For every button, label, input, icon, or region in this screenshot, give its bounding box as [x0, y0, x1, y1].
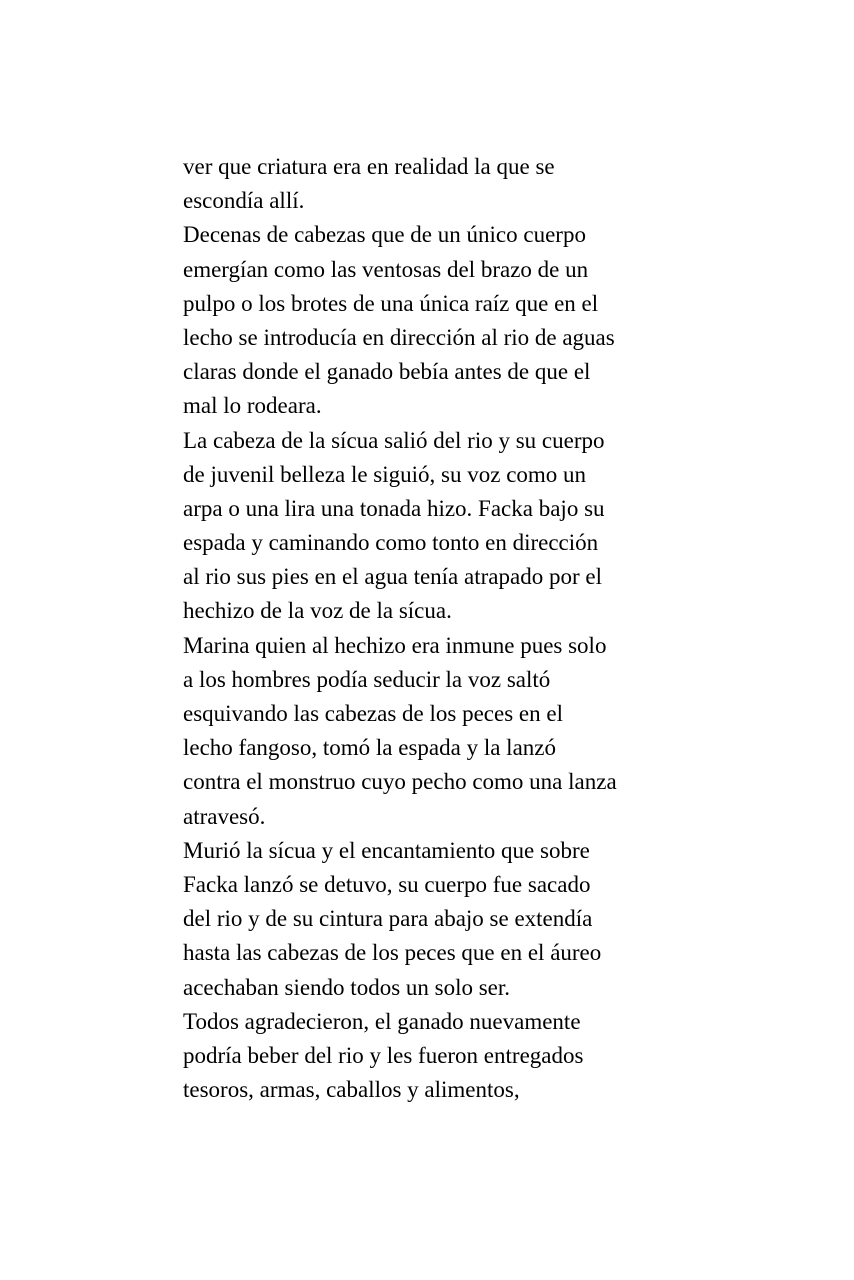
- text-line: pulpo o los brotes de una única raíz que en el: [183, 290, 599, 316]
- text-line: ver que criatura era en realidad la que se: [183, 154, 555, 179]
- text-line: del rio y de su cintura para abajo se extendía: [183, 906, 593, 932]
- text-line: emergían como las ventosas del brazo de un: [183, 256, 589, 282]
- text-line: claras donde el ganado bebía antes de que el: [183, 359, 591, 385]
- text-line: lecho fangoso, tomó la espada y la lanzó: [183, 735, 556, 761]
- text-line: lecho se introducía en dirección al rio de aguas: [183, 324, 615, 350]
- body-text: [183, 150, 683, 1107]
- text-line: esquivando las cabezas de los peces en el: [183, 701, 563, 726]
- text-line: Todos agradecieron, el ganado nuevamente: [183, 1008, 581, 1034]
- text-line: escondía allí.: [183, 188, 305, 214]
- text-line: mal lo rodeara.: [183, 393, 322, 419]
- text-line: Decenas de cabezas que de un único cuerpo: [183, 222, 586, 248]
- text-line: espada y caminando como tonto en dirección: [183, 530, 599, 556]
- text-line: Marina quien al hechizo era inmune pues solo: [183, 632, 607, 658]
- text-line: a los hombres podía seducir la voz saltó: [183, 666, 551, 692]
- text-line: Murió la sícua y el encantamiento que sobre: [183, 837, 590, 863]
- text-line: de juvenil belleza le siguió, su voz como un: [183, 461, 587, 487]
- text-line: hechizo de la voz de la sícua.: [183, 598, 452, 624]
- text-line: tesoros, armas, caballos y alimentos,: [183, 1077, 520, 1103]
- text-line: acechaban siendo todos un solo ser.: [183, 974, 511, 1000]
- text-line: La cabeza de la sícua salió del rio y su cuerpo: [183, 427, 605, 453]
- text-line: podría beber del rio y les fueron entregados: [183, 1042, 584, 1068]
- text-line: arpa o una lira una tonada hizo. Facka bajo su: [183, 495, 605, 521]
- text-line: hasta las cabezas de los peces que en el áureo: [183, 940, 602, 966]
- text-line: atravesó.: [183, 803, 266, 829]
- text-line: contra el monstruo cuyo pecho como una lanza: [183, 769, 617, 795]
- text-line: Facka lanzó se detuvo, su cuerpo fue sacado: [183, 871, 591, 897]
- text-line: al rio sus pies en el agua tenía atrapado por el: [183, 564, 602, 590]
